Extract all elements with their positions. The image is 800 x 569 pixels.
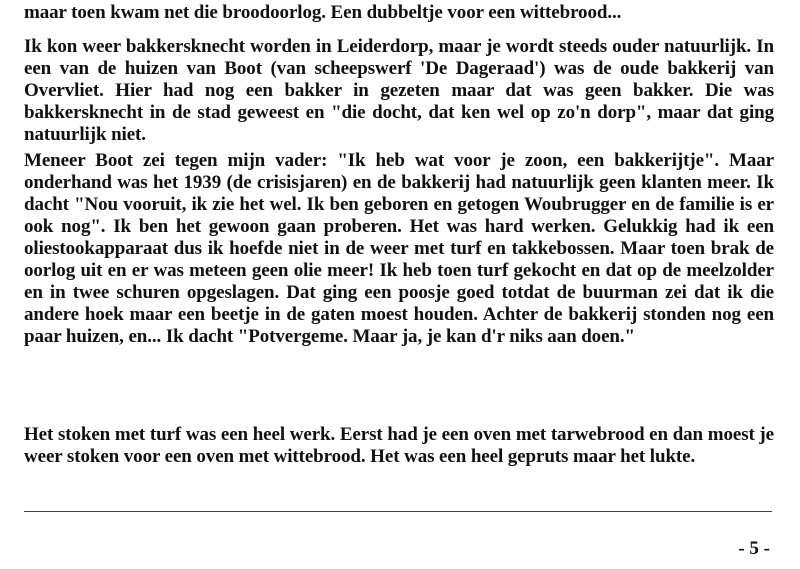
page-number: - 5 - (738, 538, 770, 559)
paragraph-3: Meneer Boot zei tegen mijn vader: "Ik heb wat voor je zoon, een bakkerijtje". Maar onderhand was het 1939 (de crisisjaren) en de bakkerij had natuurlijk geen klanten meer. Ik dacht "Nou vooruit, ik zie het wel. Ik ben geboren en getogen Woubrugger en de familie is er ook nog". Ik ben het gewoon gaan proberen. Het was hard werken. Gelukkig had ik een oliestookapparaat dus ik hoefde niet in de weer met turf en takkebossen. Maar toen brak de oorlog uit en er was meteen geen olie meer! Ik heb toen turf gekocht en dat op de meelzolder en in twee schuren opgeslagen. Dat ging een poosje goed totdat de buurman zei dat ik die andere hoek maar een beetje in de gaten moest houden. Achter de bakkerij stonden nog een paar huizen, en... Ik dacht "Potvergeme. Maar ja, je kan d'r niks aan doen." (24, 150, 774, 347)
paragraph-2: Ik kon weer bakkersknecht worden in Leiderdorp, maar je wordt steeds ouder natuurlijk. In een van de huizen van Boot (van scheepswerf 'De Dageraad') was de oude bakkerij van Overvliet. Hier had nog een bakker in gezeten maar dat was geen bakker. Die was bakkersknecht in de stad geweest en "die docht, dat ken wel op zo'n dorp", maar dat ging natuurlijk niet. (24, 36, 774, 145)
footer-divider (24, 511, 772, 512)
paragraph-1: maar toen kwam net die broodoorlog. Een dubbeltje voor een wittebrood... (24, 2, 622, 23)
paragraph-4: Het stoken met turf was een heel werk. Eerst had je een oven met tarwebrood en dan moest je weer stoken voor een oven met wittebrood. Het was een heel gepruts maar het lukte. (24, 424, 774, 467)
